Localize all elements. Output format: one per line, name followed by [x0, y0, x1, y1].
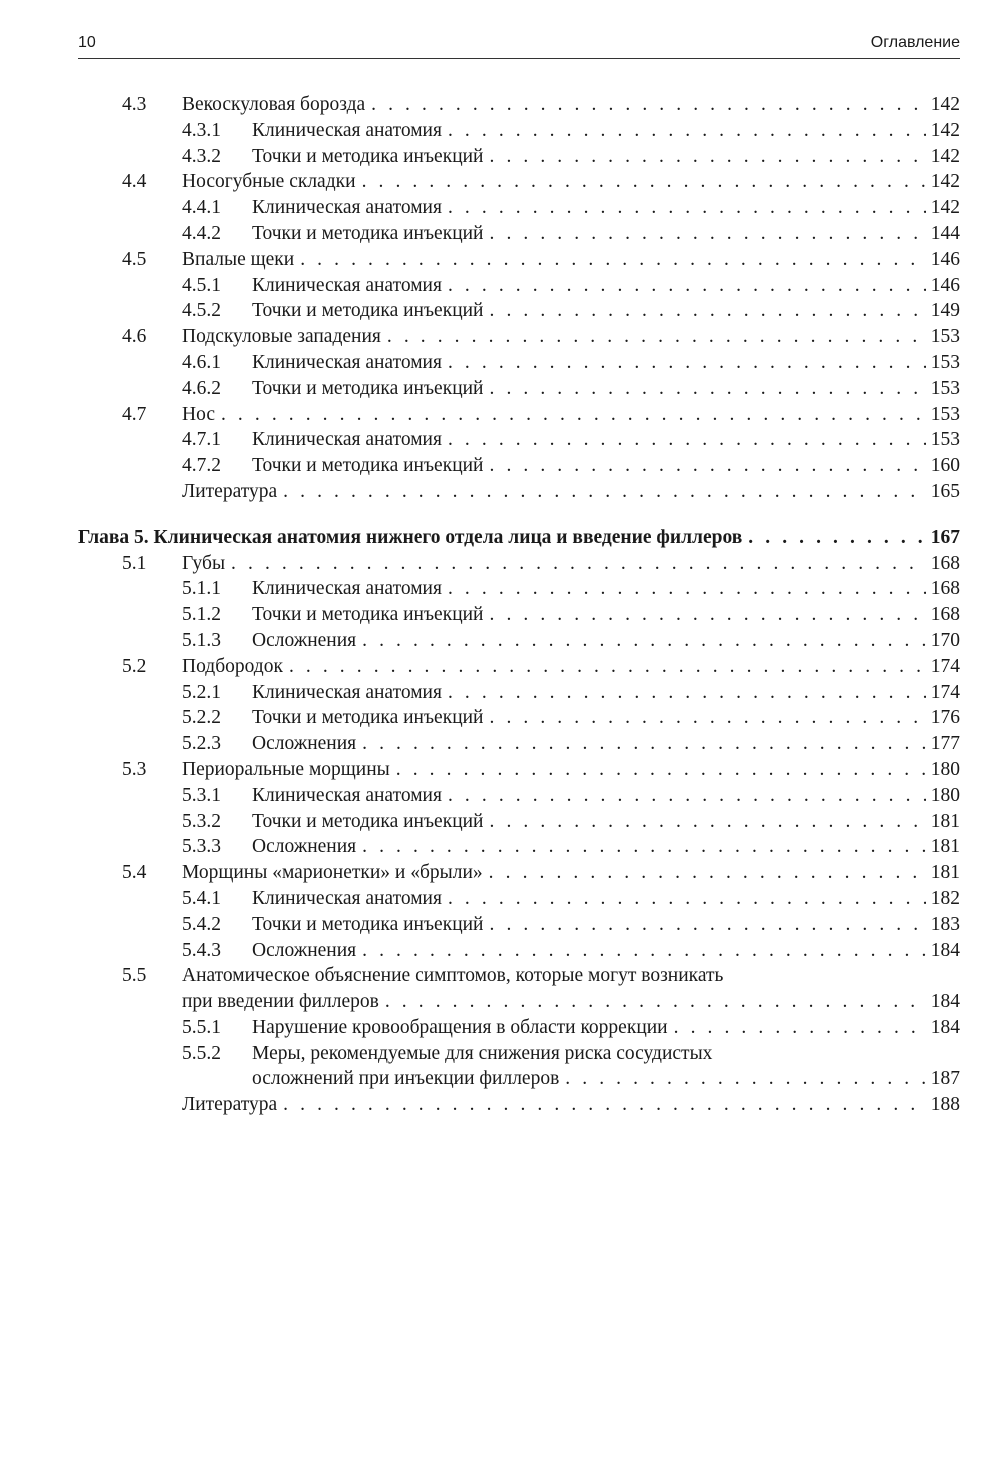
page-ref: 180 [930, 758, 960, 780]
page-ref: 184 [930, 939, 960, 961]
toc-entry-4-4-1[interactable] [78, 195, 960, 221]
dot-leader [442, 783, 926, 809]
section-number: 5.1 [122, 552, 147, 574]
section-title: Клиническая анатомия [252, 429, 442, 451]
table-of-contents [78, 92, 960, 1118]
section-title: Анатомическое объяснение симптомов, которые могут возникать [182, 965, 724, 987]
dot-leader [484, 453, 927, 479]
section-title: Впалые щеки [182, 248, 295, 270]
dot-leader [356, 731, 926, 757]
dot-leader [484, 912, 927, 938]
section-number: 4.6.2 [182, 377, 221, 399]
toc-entry-5-4-3[interactable] [78, 938, 960, 964]
page-ref: 142 [930, 94, 960, 115]
dot-leader [442, 886, 926, 912]
page-ref: 177 [930, 733, 960, 755]
section-title: Меры, рекомендуемые для снижения риска сосудистых [252, 1042, 713, 1064]
dot-leader [356, 938, 926, 964]
page-ref: 146 [930, 274, 960, 296]
toc-entry-4-5[interactable] [78, 247, 960, 273]
page-ref: 184 [930, 1016, 960, 1038]
section-number: 4.5.1 [182, 274, 221, 296]
section-title: Клиническая анатомия [252, 274, 442, 296]
page-ref: 188 [930, 1094, 960, 1116]
section-title: Точки и методика инъекций [252, 300, 484, 322]
section-title: Подбородок [182, 655, 283, 677]
page-ref: 160 [930, 455, 960, 477]
toc-entry-5-5-2-line1[interactable] [78, 1041, 960, 1067]
toc-entry-5-5-1[interactable] [78, 1015, 960, 1041]
page-header [78, 30, 960, 59]
section-title: Точки и методика инъекций [252, 604, 484, 626]
section-number: 4.5.2 [182, 300, 221, 322]
section-title: Периоральные морщины [182, 758, 390, 780]
toc-entry-5-1-1[interactable] [78, 576, 960, 602]
toc-entry-5-4-1[interactable] [78, 886, 960, 912]
toc-entry-4-4[interactable] [78, 169, 960, 195]
toc-entry-literature-4[interactable] [78, 479, 960, 505]
section-title: Точки и методика инъекций [252, 707, 484, 729]
dot-leader [484, 602, 927, 628]
section-title: Осложнения [252, 733, 357, 755]
toc-entry-5-4[interactable] [78, 860, 960, 886]
toc-entry-5-1-2[interactable] [78, 602, 960, 628]
toc-entry-4-6-1[interactable] [78, 350, 960, 376]
dot-leader [442, 118, 926, 144]
dot-leader [484, 809, 927, 835]
section-title: Литература [182, 480, 278, 502]
section-title-continued: осложнений при инъекции филлеров [252, 1068, 560, 1090]
dot-leader [484, 298, 927, 324]
page-ref: 167 [930, 526, 960, 548]
page-ref: 146 [930, 248, 960, 270]
dot-leader [381, 324, 926, 350]
section-number: 5.2.3 [182, 733, 221, 755]
section-number: 5.5.1 [182, 1016, 221, 1038]
page-ref: 142 [930, 171, 960, 193]
section-title: Осложнения [252, 629, 357, 651]
section-number: 5.4.2 [182, 913, 221, 935]
dot-leader [356, 628, 926, 654]
section-title: Носогубные складки [182, 171, 356, 193]
page-ref: 168 [930, 552, 960, 574]
page-ref: 168 [930, 604, 960, 626]
section-title: Клиническая анатомия [252, 784, 442, 806]
toc-entry-4-3-2[interactable] [78, 144, 960, 170]
section-title: Точки и методика инъекций [252, 810, 484, 832]
section-title: Подскуловые западения [182, 326, 381, 348]
toc-entry-5-3-2[interactable] [78, 809, 960, 835]
dot-leader [356, 169, 926, 195]
section-title: Нарушение кровообращения в области коррекции [252, 1016, 668, 1038]
toc-entry-5-3-3[interactable] [78, 834, 960, 860]
page-ref: 149 [930, 300, 960, 322]
dot-leader [215, 402, 926, 428]
section-number: 5.5.2 [182, 1042, 221, 1064]
section-title: Точки и методика инъекций [252, 455, 484, 477]
section-number: 4.7.1 [182, 429, 221, 451]
toc-entry-4-5-1[interactable] [78, 273, 960, 299]
page-ref: 174 [930, 681, 960, 703]
section-number: 4.3.2 [182, 145, 221, 167]
page-ref: 181 [930, 836, 960, 858]
toc-entry-literature-5[interactable] [78, 1092, 960, 1118]
section-number: 5.2.1 [182, 681, 221, 703]
page-ref: 176 [930, 707, 960, 729]
dot-leader [442, 273, 926, 299]
section-number: 5.4.3 [182, 939, 221, 961]
dot-leader [484, 221, 927, 247]
page-number: 10 [78, 34, 96, 51]
section-number: 4.7 [122, 403, 147, 425]
toc-entry-5-1-3[interactable] [78, 628, 960, 654]
section-title: Точки и методика инъекций [252, 377, 484, 399]
toc-entry-4-6[interactable] [78, 324, 960, 350]
toc-entry-5-2-3[interactable] [78, 731, 960, 757]
toc-entry-chapter-5[interactable] [78, 525, 960, 551]
page-ref: 170 [930, 629, 960, 651]
section-number: 4.7.2 [182, 455, 221, 477]
section-number: 5.5 [122, 965, 147, 987]
page-ref: 142 [930, 197, 960, 219]
toc-entry-5-2[interactable] [78, 654, 960, 680]
section-title: Клиническая анатомия [252, 887, 442, 909]
dot-leader [379, 989, 926, 1015]
toc-entry-5-1[interactable] [78, 551, 960, 577]
page-ref: 183 [930, 913, 960, 935]
page-ref: 181 [930, 862, 960, 884]
section-title-continued: при введении филлеров [182, 991, 379, 1013]
page-ref: 153 [930, 429, 960, 451]
dot-leader [483, 860, 926, 886]
chapter-title: Глава 5. Клиническая анатомия нижнего отдела лица и введение филлеров [78, 526, 743, 548]
toc-entry-4-7-1[interactable] [78, 427, 960, 453]
toc-entry-4-3-1[interactable] [78, 118, 960, 144]
dot-leader [390, 757, 926, 783]
section-number: 4.6 [122, 326, 147, 348]
section-title: Морщины «марионетки» и «брыли» [182, 862, 483, 884]
section-number: 5.4 [122, 862, 147, 884]
page-ref: 187 [930, 1068, 960, 1090]
dot-leader [277, 1092, 926, 1118]
section-number: 4.4 [122, 171, 147, 193]
section-number: 5.3.2 [182, 810, 221, 832]
section-number: 4.4.1 [182, 197, 221, 219]
page-ref: 153 [930, 326, 960, 348]
section-number: 5.4.1 [182, 887, 221, 909]
toc-entry-4-7-2[interactable] [78, 453, 960, 479]
toc-entry-4-4-2[interactable] [78, 221, 960, 247]
page-ref: 142 [930, 119, 960, 141]
toc-entry-5-3-1[interactable] [78, 783, 960, 809]
page-ref: 180 [930, 784, 960, 806]
dot-leader [225, 551, 926, 577]
section-title: Точки и методика инъекций [252, 222, 484, 244]
page-ref: 142 [930, 145, 960, 167]
toc-entry-5-2-1[interactable] [78, 680, 960, 706]
section-number: 5.2 [122, 655, 147, 677]
section-number: 5.1.1 [182, 578, 221, 600]
section-title: Клиническая анатомия [252, 681, 442, 703]
toc-entry-4-6-2[interactable] [78, 376, 960, 402]
page-ref: 174 [930, 655, 960, 677]
dot-leader [442, 195, 926, 221]
section-number: 5.3.1 [182, 784, 221, 806]
toc-entry-5-5-2-line2[interactable] [78, 1066, 960, 1092]
page-ref: 168 [930, 578, 960, 600]
page-ref: 182 [930, 887, 960, 909]
section-title: Векоскуловая борозда [182, 94, 366, 115]
dot-leader [356, 834, 926, 860]
dot-leader [484, 144, 927, 170]
dot-leader [442, 680, 926, 706]
section-number: 5.3 [122, 758, 147, 780]
section-title: Нос [182, 403, 215, 425]
section-title: Клиническая анатомия [252, 119, 442, 141]
dot-leader [668, 1015, 926, 1041]
toc-entry-5-2-2[interactable] [78, 705, 960, 731]
section-title: Точки и методика инъекций [252, 145, 484, 167]
toc-entry-5-4-2[interactable] [78, 912, 960, 938]
section-number: 5.2.2 [182, 707, 221, 729]
toc-entry-4-5-2[interactable] [78, 298, 960, 324]
dot-leader [442, 427, 926, 453]
section-number: 4.3 [122, 94, 147, 115]
toc-entry-5-5-line1[interactable] [78, 963, 960, 989]
section-title: Литература [182, 1094, 278, 1116]
dot-leader [442, 576, 926, 602]
page-ref: 153 [930, 377, 960, 399]
section-title: Осложнения [252, 939, 357, 961]
section-title: Точки и методика инъекций [252, 913, 484, 935]
dot-leader [277, 479, 926, 505]
running-title: Оглавление [870, 34, 960, 51]
dot-leader [283, 654, 926, 680]
page-ref: 184 [930, 991, 960, 1013]
page-ref: 144 [930, 222, 960, 244]
section-title: Клиническая анатомия [252, 578, 442, 600]
dot-leader [559, 1066, 926, 1092]
dot-leader [742, 525, 926, 551]
dot-leader [294, 247, 926, 273]
page-ref: 181 [930, 810, 960, 832]
section-number: 5.3.3 [182, 836, 221, 858]
dot-leader [365, 92, 926, 118]
section-number: 4.3.1 [182, 119, 221, 141]
section-number: 4.4.2 [182, 222, 221, 244]
section-title: Клиническая анатомия [252, 197, 442, 219]
section-number: 4.6.1 [182, 351, 221, 373]
section-title: Клиническая анатомия [252, 351, 442, 373]
page-ref: 153 [930, 403, 960, 425]
section-number: 5.1.3 [182, 629, 221, 651]
toc-entry-4-3[interactable] [78, 92, 960, 118]
section-title: Осложнения [252, 836, 357, 858]
section-number: 5.1.2 [182, 604, 221, 626]
page-ref: 165 [930, 480, 960, 502]
toc-entry-4-7[interactable] [78, 402, 960, 428]
page-ref: 153 [930, 351, 960, 373]
section-title: Губы [182, 552, 226, 574]
dot-leader [484, 376, 927, 402]
dot-leader [484, 705, 927, 731]
toc-entry-5-5-line2[interactable] [78, 989, 960, 1015]
dot-leader [442, 350, 926, 376]
section-number: 4.5 [122, 248, 147, 270]
toc-entry-5-3[interactable] [78, 757, 960, 783]
